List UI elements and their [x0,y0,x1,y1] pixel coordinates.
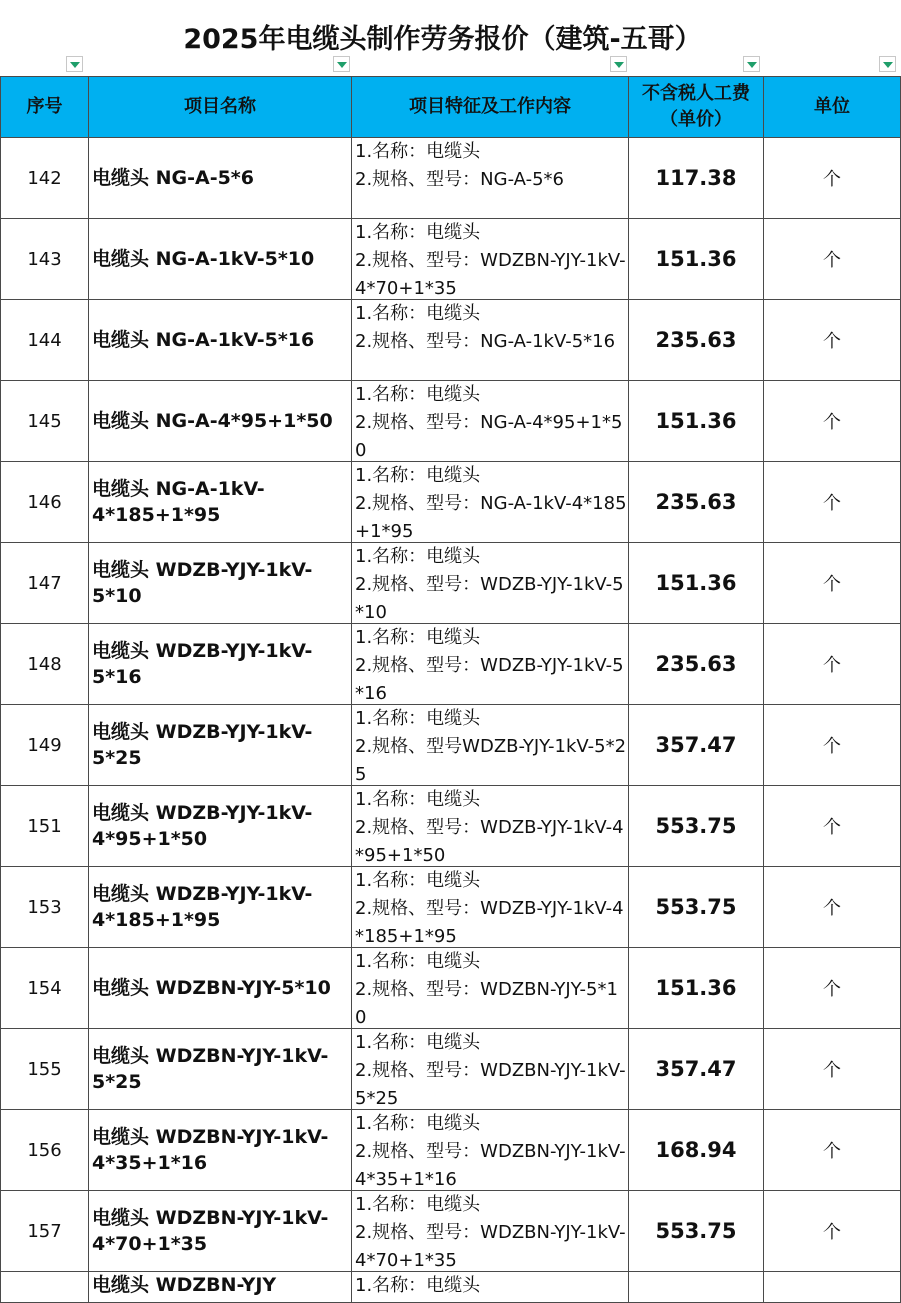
cell-name[interactable]: 电缆头 WDZBN-YJY-1kV-5*25 [89,1029,352,1110]
feature-line-name: 1.名称：电缆头 [355,1032,481,1053]
cell-features[interactable] [352,138,629,219]
cell-unit[interactable]: 个 [764,867,901,948]
cell-features[interactable] [352,381,629,462]
table-row [1,138,901,219]
header-price-line2: （单价） [660,109,732,130]
cell-features[interactable] [352,786,629,867]
feature-line-spec: 2.规格、型号：WDZBN-YJY-5*10 [355,979,618,1028]
cell-features[interactable] [352,462,629,543]
filter-dropdown-icon[interactable] [333,56,350,72]
cell-features[interactable] [352,219,629,300]
cell-features[interactable] [352,1029,629,1110]
cell-seq[interactable]: 157 [1,1191,89,1272]
table-row [1,543,901,624]
header-price-line1: 不含税人工费 [642,83,750,104]
feature-line-spec: 2.规格、型号：WDZBN-YJY-1kV-4*35+1*16 [355,1141,626,1190]
cell-unit[interactable]: 个 [764,462,901,543]
cell-price[interactable] [629,1272,764,1303]
feature-line-spec: 2.规格、型号：NG-A-1kV-4*185+1*95 [355,493,627,542]
header-features[interactable]: 项目特征及工作内容 [352,77,629,138]
cell-price[interactable]: 235.63 [629,462,764,543]
filter-dropdown-icon[interactable] [743,56,760,72]
cell-seq[interactable]: 147 [1,543,89,624]
header-seq[interactable]: 序号 [1,77,89,138]
cell-unit[interactable]: 个 [764,381,901,462]
cell-price[interactable]: 151.36 [629,381,764,462]
cell-price[interactable]: 553.75 [629,786,764,867]
cell-unit[interactable]: 个 [764,219,901,300]
table-row [1,624,901,705]
cell-price[interactable]: 553.75 [629,1191,764,1272]
feature-line-name: 1.名称：电缆头 [355,870,481,891]
cell-name[interactable]: 电缆头 NG-A-4*95+1*50 [89,381,352,462]
feature-line-name: 1.名称：电缆头 [355,1275,481,1296]
cell-price[interactable]: 235.63 [629,624,764,705]
table-row [1,219,901,300]
table-row [1,381,901,462]
feature-line-spec: 2.规格、型号WDZB-YJY-1kV-5*25 [355,736,627,785]
cell-features[interactable] [352,948,629,1029]
feature-line-name: 1.名称：电缆头 [355,222,481,243]
feature-line-spec: 2.规格、型号：NG-A-1kV-5*16 [355,331,616,352]
feature-line-name: 1.名称：电缆头 [355,1113,481,1134]
feature-line-name: 1.名称：电缆头 [355,1194,481,1215]
feature-line-name: 1.名称：电缆头 [355,384,481,405]
feature-line-name: 1.名称：电缆头 [355,951,481,972]
cell-seq[interactable]: 143 [1,219,89,300]
feature-line-name: 1.名称：电缆头 [355,141,481,162]
table-row [1,948,901,1029]
feature-line-name: 1.名称：电缆头 [355,708,481,729]
table-row [1,300,901,381]
cell-features[interactable] [352,1191,629,1272]
feature-line-spec: 2.规格、型号：WDZB-YJY-1kV-4*185+1*95 [355,898,624,947]
cell-price[interactable]: 357.47 [629,1029,764,1110]
cell-seq[interactable]: 156 [1,1110,89,1191]
table-row [1,1110,901,1191]
cell-name[interactable]: 电缆头 WDZB-YJY-1kV-5*10 [89,543,352,624]
cell-seq[interactable]: 144 [1,300,89,381]
cell-features[interactable] [352,543,629,624]
cell-features[interactable] [352,867,629,948]
cell-features[interactable] [352,705,629,786]
cell-seq[interactable] [1,1272,89,1303]
table-row [1,462,901,543]
cell-price[interactable]: 117.38 [629,138,764,219]
cell-seq[interactable]: 151 [1,786,89,867]
cell-features[interactable] [352,624,629,705]
feature-line-name: 1.名称：电缆头 [355,465,481,486]
cell-seq[interactable]: 148 [1,624,89,705]
cell-price[interactable]: 151.36 [629,543,764,624]
cell-seq[interactable]: 142 [1,138,89,219]
cell-price[interactable]: 235.63 [629,300,764,381]
cell-name[interactable]: 电缆头 WDZB-YJY-1kV-4*95+1*50 [89,786,352,867]
cell-unit[interactable]: 个 [764,1029,901,1110]
feature-line-spec: 2.规格、型号：WDZB-YJY-1kV-4*95+1*50 [355,817,624,866]
feature-line-spec: 2.规格、型号：WDZBN-YJY-1kV-4*70+1*35 [355,250,626,299]
table-row [1,1029,901,1110]
cell-name[interactable]: 电缆头 NG-A-1kV-5*10 [89,219,352,300]
cell-unit[interactable]: 个 [764,543,901,624]
cell-features[interactable] [352,1272,629,1303]
feature-line-spec: 2.规格、型号：WDZB-YJY-1kV-5*16 [355,655,624,704]
feature-line-spec: 2.规格、型号：WDZBN-YJY-1kV-4*70+1*35 [355,1222,626,1271]
cell-unit[interactable]: 个 [764,1110,901,1191]
cell-name[interactable]: 电缆头 NG-A-5*6 [89,138,352,219]
cell-seq[interactable]: 149 [1,705,89,786]
cell-unit[interactable]: 个 [764,300,901,381]
table-row [1,705,901,786]
cell-unit[interactable]: 个 [764,624,901,705]
feature-line-spec: 2.规格、型号：WDZB-YJY-1kV-5*10 [355,574,624,623]
table-row [1,786,901,867]
cell-name[interactable]: 电缆头 WDZBN-YJY-5*10 [89,948,352,1029]
filter-dropdown-icon[interactable] [610,56,627,72]
cell-unit[interactable] [764,1272,901,1303]
cell-unit[interactable]: 个 [764,705,901,786]
cell-name[interactable]: 电缆头 WDZB-YJY-1kV-5*25 [89,705,352,786]
cell-name[interactable]: 电缆头 WDZBN-YJY [89,1272,352,1303]
table-header-row [1,77,901,138]
cell-price[interactable]: 151.36 [629,948,764,1029]
cell-name[interactable]: 电缆头 NG-A-1kV-5*16 [89,300,352,381]
cell-price[interactable]: 357.47 [629,705,764,786]
cell-price[interactable]: 151.36 [629,219,764,300]
cell-price[interactable]: 553.75 [629,867,764,948]
cell-seq[interactable]: 145 [1,381,89,462]
cell-unit[interactable]: 个 [764,1191,901,1272]
header-name[interactable]: 项目名称 [89,77,352,138]
table-row [1,867,901,948]
cell-seq[interactable]: 153 [1,867,89,948]
cell-seq[interactable]: 155 [1,1029,89,1110]
cell-name[interactable]: 电缆头 WDZB-YJY-1kV-4*185+1*95 [89,867,352,948]
filter-dropdown-icon[interactable] [879,56,896,72]
cell-name[interactable]: 电缆头 WDZBN-YJY-1kV-4*70+1*35 [89,1191,352,1272]
cell-features[interactable] [352,300,629,381]
table-row-partial [1,1272,901,1303]
cell-name[interactable]: 电缆头 WDZBN-YJY-1kV-4*35+1*16 [89,1110,352,1191]
cell-name[interactable]: 电缆头 WDZB-YJY-1kV-5*16 [89,624,352,705]
filter-dropdown-icon[interactable] [66,56,83,72]
feature-line-name: 1.名称：电缆头 [355,546,481,567]
header-price[interactable] [629,77,764,138]
feature-line-spec: 2.规格、型号：NG-A-5*6 [355,169,565,190]
cell-unit[interactable]: 个 [764,786,901,867]
cell-price[interactable]: 168.94 [629,1110,764,1191]
cell-seq[interactable]: 146 [1,462,89,543]
table-row [1,1191,901,1272]
feature-line-name: 1.名称：电缆头 [355,627,481,648]
header-unit[interactable]: 单位 [764,77,901,138]
feature-line-spec: 2.规格、型号：WDZBN-YJY-1kV-5*25 [355,1060,626,1109]
feature-line-name: 1.名称：电缆头 [355,303,481,324]
feature-line-name: 1.名称：电缆头 [355,789,481,810]
cell-seq[interactable]: 154 [1,948,89,1029]
cell-unit[interactable]: 个 [764,948,901,1029]
sheet-title: 2025年电缆头制作劳务报价（建筑-五哥） [183,24,702,55]
cell-name[interactable]: 电缆头 NG-A-1kV-4*185+1*95 [89,462,352,543]
cell-features[interactable] [352,1110,629,1191]
feature-line-spec: 2.规格、型号：NG-A-4*95+1*50 [355,412,623,461]
cell-unit[interactable]: 个 [764,138,901,219]
price-table [0,76,901,1303]
